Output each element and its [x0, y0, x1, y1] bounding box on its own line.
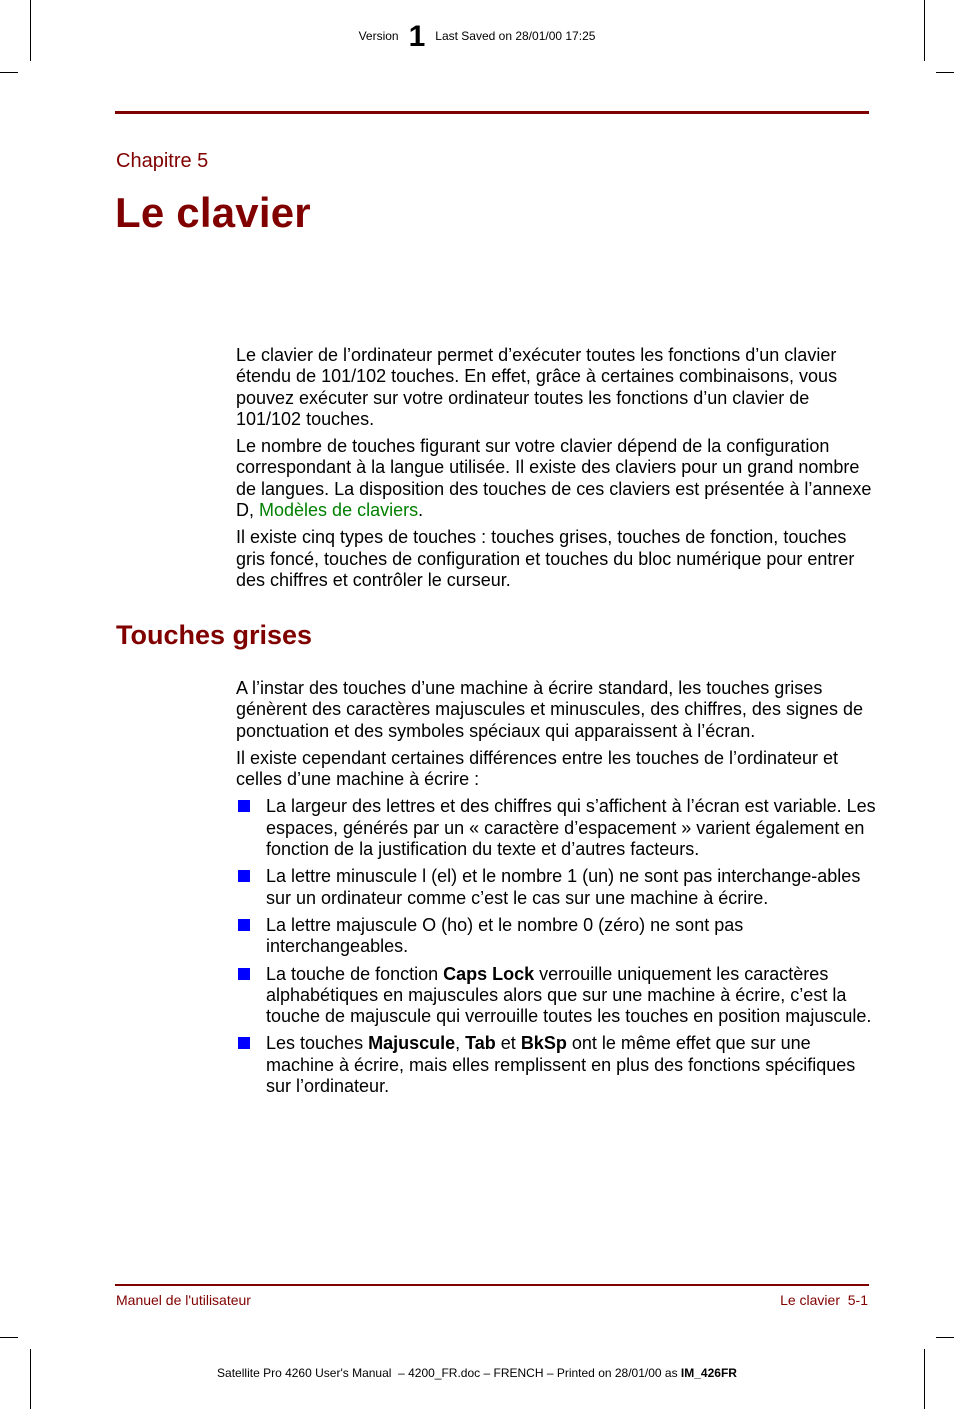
section-text: [236, 678, 876, 1103]
chapter-label: Chapitre 5: [116, 150, 209, 172]
list-item-text: La lettre minuscule l (el) et le nombre 1 (un) ne sont pas interchange-ables sur un ordinateur comme c’est le cas sur une machine à écrire.: [266, 866, 861, 908]
list-item: [236, 1033, 876, 1097]
keyboard-models-link[interactable]: Modèles de claviers: [259, 500, 419, 521]
crop-mark: [936, 72, 954, 73]
list-item-text: La lettre majuscule O (ho) et le nombre 0 (zéro) ne sont pas interchangeables.: [266, 914, 744, 957]
print-info-text: Satellite Pro 4260 User's Manual – 4200_FR.doc – FRENCH – Printed on 28/01/00 as: [217, 1366, 681, 1380]
paragraph: Le clavier de l’ordinateur permet d’exécuter toutes les fonctions d’un clavier étendu de 101/102 touches. En effet, grâce à certaines combinaisons, vous pouvez exécuter sur votre ordinateur toutes les fonctions d’un clavier de 101/102 touches.: [236, 345, 838, 429]
paragraph: [236, 436, 876, 521]
list-item-text: ont le même effet que sur une machine à écrire, mais elles remplissent en plus des fonctions spécifiques sur l’ordinateur.: [266, 1033, 856, 1097]
paragraph: A l’instar des touches d’une machine à écrire standard, les touches grises génèrent des caractères majuscules et minuscules, des chiffres, des signes de ponctuation et des symboles spéciaux qui apparaissent à l’écran.: [236, 678, 863, 741]
list-item-text: et: [495, 1033, 521, 1054]
crop-mark: [936, 1337, 954, 1338]
print-doc-id: IM_426FR: [680, 1366, 737, 1380]
paragraph-text: .: [418, 500, 424, 521]
version-number: 1: [408, 20, 426, 53]
footer-manual-title: Manuel de l'utilisateur: [116, 1292, 251, 1308]
list-item-text: ,: [455, 1033, 466, 1054]
crop-mark: [0, 1337, 18, 1338]
bullet-list: [236, 796, 876, 1097]
square-bullet-icon: [238, 800, 250, 812]
key-name: Majuscule: [368, 1033, 456, 1054]
intro-text: [236, 345, 876, 597]
paragraph: Il existe cinq types de touches : touches grises, touches de fonction, touches gris foncé, touches de configuration et touches du bloc numérique pour entrer des chiffres et contrôler le curseur.: [236, 527, 855, 590]
footer-rule: [115, 1284, 869, 1286]
square-bullet-icon: [238, 968, 250, 980]
version-label: Version: [358, 29, 399, 43]
last-saved: Last Saved on 28/01/00 17:25: [435, 29, 596, 43]
list-item-text: verrouille uniquement les caractères alphabétiques en majuscules alors que sur une machine à écrire, c’est la touche de majuscule qui verrouille toutes les touches en position majuscule.: [266, 963, 872, 1027]
square-bullet-icon: [238, 1037, 250, 1049]
footer-page-number: Le clavier 5-1: [780, 1292, 868, 1308]
list-item: [236, 964, 876, 1028]
square-bullet-icon: [238, 919, 250, 931]
section-title: Touches grises: [116, 620, 313, 650]
header-rule: [115, 111, 869, 114]
key-name: Caps Lock: [443, 963, 535, 984]
list-item-text: Les touches: [266, 1033, 369, 1054]
square-bullet-icon: [238, 870, 250, 882]
list-item-text: La largeur des lettres et des chiffres qui s’affichent à l’écran est variable. Les espaces, générés par un « caractère d’espacement » varient également en fonction de la justification du texte et d’autres facteurs.: [266, 796, 876, 860]
paragraph: Il existe cependant certaines différences entre les touches de l’ordinateur et celles d’une machine à écrire :: [236, 747, 839, 790]
list-item: [236, 866, 876, 909]
key-name: BkSp: [520, 1033, 567, 1054]
key-name: Tab: [465, 1033, 496, 1054]
version-header: [0, 22, 954, 52]
print-info: [0, 1366, 954, 1380]
crop-mark: [0, 72, 18, 73]
list-item: [236, 915, 876, 958]
list-item: [236, 796, 876, 860]
list-item-text: La touche de fonction: [266, 963, 444, 984]
chapter-title: Le clavier: [115, 189, 311, 236]
paragraph-text: Le nombre de touches figurant sur votre clavier dépend de la configuration correspondant à la langue utilisée. Il existe des claviers pour un grand nombre de langues. La disposition des touches de ces claviers est présentée à l’annexe D,: [236, 436, 872, 521]
